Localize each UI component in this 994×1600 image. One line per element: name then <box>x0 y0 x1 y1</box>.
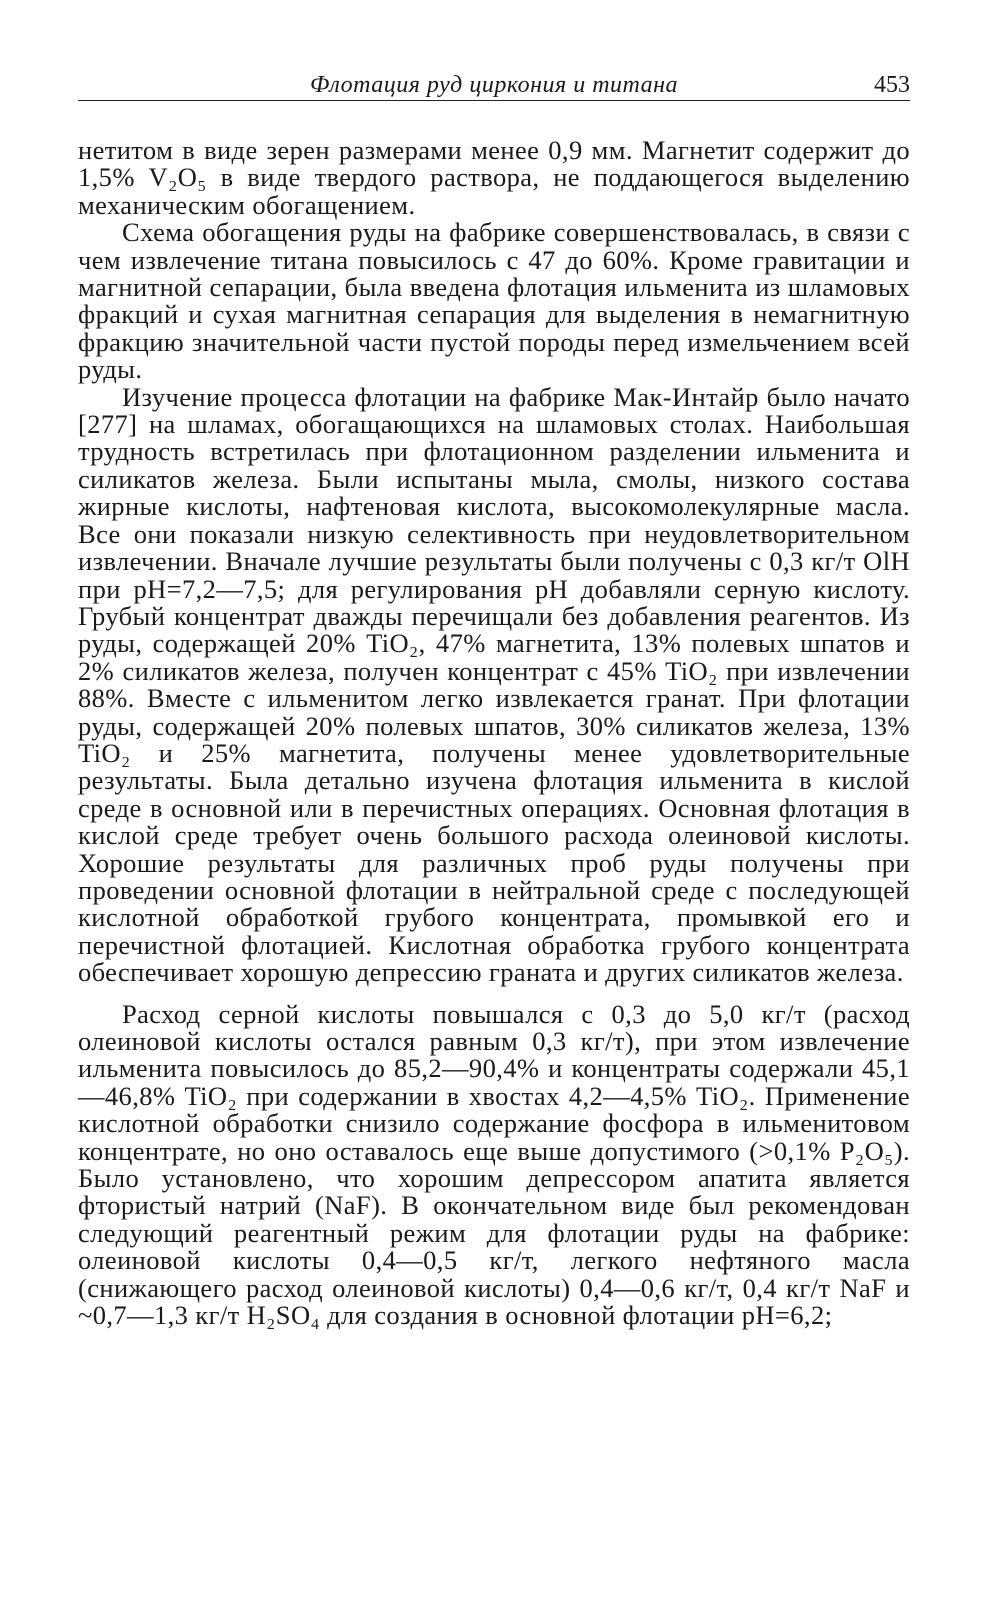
paragraph-scheme: Схема обогащения руды на фабрике совершенствовалась, в связи с чем извлечение титана повысилось с 47 до 60%. Кроме гравитации и магнитной сепарации, была введена флотация ильменита из шламовых фракций и сухая магнитная сепарация для выделения в немагнитную фракцию значительной части пустой породы перед измельчением всей руды. <box>78 217 910 385</box>
book-page <box>78 66 910 1329</box>
paragraph-reagents: Расход серной кислоты повышался с 0,3 до 5,0 кг/т (расход олеиновой кислоты остался равным 0,3 кг/т), при этом извлечение ильменита повысилось до 85,2—90,4% и концентраты содержали 45,1—46,8% TiO₂ при содержании в хвостах 4,2—4,5% TiO₂. Применение кислотной обработки снизило содержание фосфора в ильменитовом концентрате, но оно оставалось еще выше допустимого (>0,1% P₂O₅). Было установлено, что хорошим депрессором апатита является фтористый натрий (NaF). В окончательном виде был рекомендован следующий реагентный режим для флотации руды на фабрике: олеиновой кислоты 0,4—0,5 кг/т, легкого нефтяного масла (снижающего расход олеиновой кислоты) 0,4—0,6 кг/т, 0,4 кг/т NaF и ~0,7—1,3 кг/т H₂SO₄ для создания в основной флотации pH=6,2; <box>78 998 910 1331</box>
paragraph-continuation: нетитом в виде зерен размерами менее 0,9 мм. Магнетит содержит до 1,5% V₂O₅ в виде твердого раствора, не поддающегося выделению механическим обогащением. <box>78 135 910 220</box>
running-title: Флотация руд циркония и титана <box>309 72 679 98</box>
running-header <box>78 66 910 101</box>
body-text <box>78 137 910 1329</box>
paragraph-study: Изучение процесса флотации на фабрике Мак-Интайр было начато [277] на шламах, обогащающихся на шламовых столах. Наибольшая трудность встретилась при флотационном разделении ильменита и силикатов железа. Были испытаны мыла, смолы, низкого состава жирные кислоты, нафтеновая кислота, высокомолекулярные масла. Все они показали низкую селективность при неудовлетворительном извлечении. Вначале лучшие результаты были получены с 0,3 кг/т OlH при pH=7,2—7,5; для регулирования pH добавляли серную кислоту. Грубый концентрат дважды перечищали без добавления реагентов. Из руды, содержащей 20% TiO₂, 47% магнетита, 13% полевых шпатов и 2% силикатов железа, получен концентрат с 45% TiO₂ при извлечении 88%. Вместе с ильменитом легко извлекается гранат. При флотации руды, содержащей 20% полевых шпатов, 30% силикатов железа, 13% TiO₂ и 25% магнетита, получены менее удовлетворительные результаты. Была детально изучена флотация ильменита в кислой среде в основной или в перечистных операциях. Основная флотация в кислой среде требует очень большого расхода олеиновой кислоты. Хорошие результаты для различных проб руды получены при проведении основной флотации в нейтральной среде с последующей кислотной обработкой грубого концентрата, промывкой его и перечистной флотацией. Кислотная обработка грубого концентрата обеспечивает хорошую депрессию граната и других силикатов железа. <box>78 381 910 988</box>
page-number: 453 <box>874 72 910 98</box>
